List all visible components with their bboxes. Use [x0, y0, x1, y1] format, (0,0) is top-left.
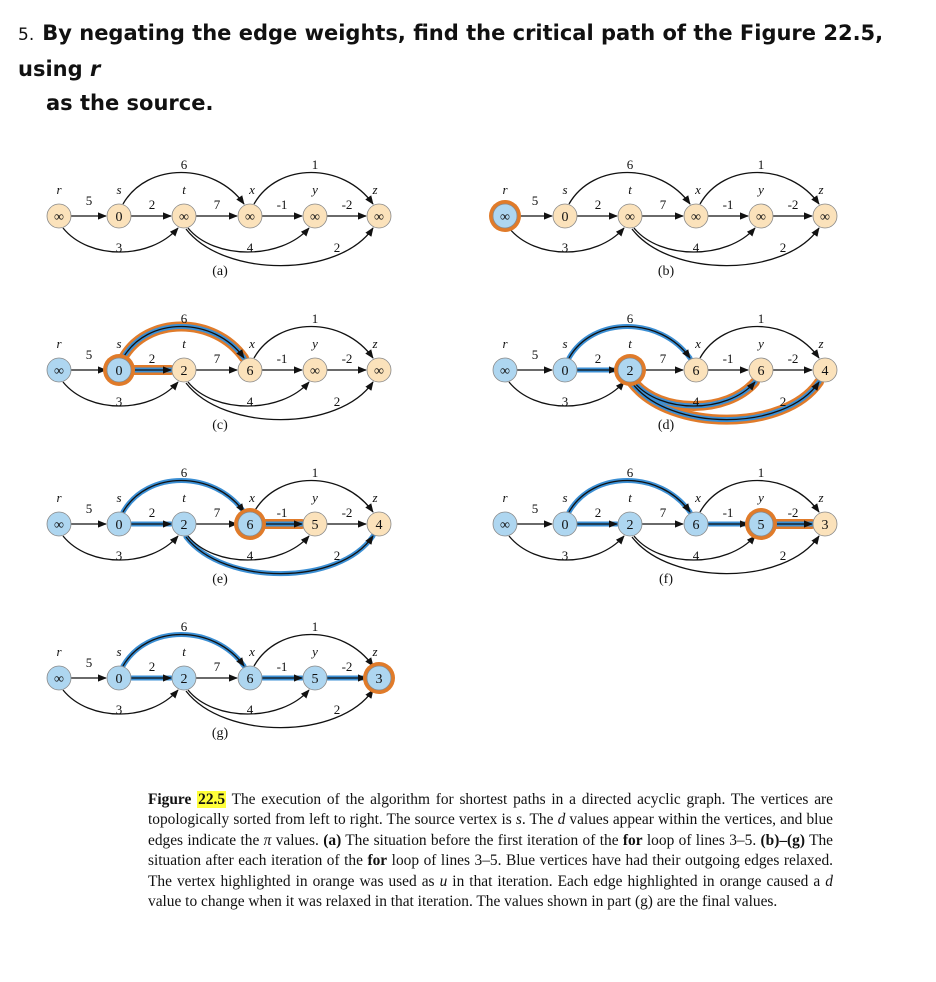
caption-text: The situation after each iteration of the [148, 831, 833, 870]
vertex-d-value: ∞ [820, 210, 830, 225]
question-source-var: r [89, 57, 101, 81]
edge-weight-label: 1 [757, 311, 765, 326]
vertex-name-label: z [372, 336, 378, 351]
edge-weight-label: 5 [85, 193, 93, 208]
vertex-d-value: ∞ [374, 210, 384, 225]
edge-weight-label: 2 [779, 548, 787, 563]
panel-label: (e) [212, 572, 228, 587]
edge-weight-label: 2 [333, 240, 341, 255]
edge-weight-label: -1 [276, 505, 288, 520]
edge-weight-label: 2 [148, 197, 156, 212]
vertex-d-value: 5 [311, 672, 319, 687]
caption-keyword-for: for [367, 852, 388, 870]
vertex-name-label: r [56, 644, 62, 659]
edge-weight-label: 6 [180, 311, 188, 326]
edge-weight-label: -1 [276, 351, 288, 366]
vertex-name-label: z [372, 644, 378, 659]
edge-weight-label: 5 [531, 193, 539, 208]
vertex-name-label: x [695, 490, 701, 505]
vertex-name-label: r [56, 182, 62, 197]
edge-weight-label: 3 [115, 394, 123, 409]
vertex-d-value: 0 [115, 364, 123, 379]
vertex-d-value: 5 [311, 518, 319, 533]
edge-weight-label: -1 [276, 197, 288, 212]
edge-weight-label: 6 [180, 465, 188, 480]
edge-weight-label: 6 [626, 465, 634, 480]
vertex-name-label: y [758, 336, 764, 351]
edge-weight-label: 3 [561, 548, 569, 563]
panel-label: (f) [659, 572, 673, 587]
vertex-d-value: 6 [246, 672, 254, 687]
edge-weight-label: 7 [213, 659, 221, 674]
vertex-d-value: 0 [561, 210, 569, 225]
caption-text: in that iteration. Each edge highlighted in orange caused a [447, 872, 826, 890]
vertex-d-value: ∞ [310, 364, 320, 379]
vertex-d-value: ∞ [310, 210, 320, 225]
vertex-d-value: 6 [692, 518, 700, 533]
vertex-d-value: ∞ [625, 210, 635, 225]
edge-weight-label: -2 [341, 351, 353, 366]
edge-weight-label: 4 [246, 240, 254, 255]
vertex-name-label: y [312, 490, 318, 505]
edge-weight-label: 7 [213, 197, 221, 212]
vertex-d-value: ∞ [54, 672, 64, 687]
caption-label-bg: (b)–(g) [760, 831, 805, 849]
edge-weight-label: -2 [341, 659, 353, 674]
edge-weight-label: 5 [85, 347, 93, 362]
vertex-name-label: s [562, 336, 568, 351]
vertex-name-label: x [695, 336, 701, 351]
vertex-d-value: 0 [115, 518, 123, 533]
caption-text: The execution of the algorithm for shortest paths in a directed acyclic graph. The vertices are topologically sorted from left to right. The source vertex is [148, 791, 833, 829]
vertex-d-value: ∞ [500, 364, 510, 379]
vertex-name-label: t [182, 182, 186, 197]
graph-panel [47, 619, 395, 741]
caption-var-d: d [557, 811, 566, 829]
vertex-d-value: 0 [115, 210, 123, 225]
caption-figure-number: 22.5 [198, 791, 226, 808]
vertex-d-value: ∞ [500, 210, 510, 225]
edge-weight-label: -2 [787, 197, 799, 212]
vertex-name-label: z [818, 336, 824, 351]
edge-weight-label: 7 [213, 505, 221, 520]
vertex-name-label: r [502, 490, 508, 505]
vertex-d-value: ∞ [756, 210, 766, 225]
graph-panel [493, 465, 837, 587]
edge-weight-label: 4 [692, 394, 700, 409]
vertex-d-value: 0 [561, 518, 569, 533]
question-text-part1: By negating the edge weights, find the critical path of the Figure 22.5, using [18, 21, 884, 81]
vertex-name-label: r [56, 490, 62, 505]
caption-label-a: (a) [323, 831, 342, 849]
caption-text: loop of lines 3–5. Blue vertices have had their outgoing edges relaxed. The vertex highlighted in orange was used as [148, 852, 833, 890]
vertex-d-value: ∞ [54, 518, 64, 533]
edge-weight-label: 1 [311, 157, 319, 172]
edge-weight-label: 5 [85, 501, 93, 516]
caption-text: values appear within the vertices, and blue edges indicate the [148, 811, 833, 849]
vertex-d-value: 6 [757, 364, 765, 379]
caption-var-d: d [825, 872, 833, 890]
vertex-name-label: s [116, 644, 122, 659]
vertex-d-value: 6 [692, 364, 700, 379]
vertex-d-value: 3 [375, 672, 383, 687]
question-text-part2: as the source. [46, 91, 214, 115]
vertex-d-value: 3 [821, 518, 829, 533]
vertex-name-label: t [182, 336, 186, 351]
vertex-name-label: y [758, 490, 764, 505]
caption-keyword-for: for [622, 831, 643, 849]
vertex-name-label: t [182, 490, 186, 505]
edge-weight-label: 6 [626, 311, 634, 326]
edge-weight-label: 2 [333, 394, 341, 409]
edge-weight-label: 1 [311, 465, 319, 480]
edge-weight-label: 4 [246, 394, 254, 409]
edge-weight-label: -1 [722, 197, 734, 212]
edge-weight-label: 2 [148, 505, 156, 520]
vertex-name-label: s [116, 336, 122, 351]
graph-panel [47, 311, 391, 433]
vertex-d-value: ∞ [374, 364, 384, 379]
edge-weight-label: 6 [626, 157, 634, 172]
edge-weight-label: 5 [531, 501, 539, 516]
edge-weight-label: 4 [246, 548, 254, 563]
vertex-name-label: z [818, 490, 824, 505]
edge-weight-label: 6 [180, 619, 188, 634]
edge-weight-label: -2 [787, 505, 799, 520]
panel-label: (d) [657, 418, 675, 433]
edge-weight-label: 4 [692, 240, 700, 255]
caption-text: The situation before the first iteration of the [341, 831, 623, 849]
vertex-name-label: t [628, 182, 632, 197]
edge-weight-label: -1 [722, 351, 734, 366]
edge-weight-label: 3 [115, 240, 123, 255]
panel-label: (c) [212, 418, 228, 433]
edge-weight-label: 2 [148, 659, 156, 674]
edge-weight-label: 7 [659, 351, 667, 366]
vertex-d-value: ∞ [179, 210, 189, 225]
graph-panel [47, 157, 391, 279]
vertex-d-value: 2 [180, 518, 188, 533]
vertex-name-label: y [312, 336, 318, 351]
caption-var-s: s [515, 811, 522, 829]
vertex-d-value: 0 [115, 672, 123, 687]
vertex-name-label: s [562, 490, 568, 505]
vertex-d-value: 6 [246, 364, 254, 379]
caption-var-pi: π [263, 831, 272, 849]
edge-weight-label: 5 [531, 347, 539, 362]
vertex-d-value: 4 [375, 518, 383, 533]
edge-weight-label: 2 [148, 351, 156, 366]
caption-text: . The [521, 811, 558, 829]
vertex-d-value: 2 [180, 672, 188, 687]
vertex-d-value: ∞ [54, 364, 64, 379]
vertex-d-value: 6 [246, 518, 254, 533]
vertex-name-label: s [562, 182, 568, 197]
edge-weight-label: -2 [341, 505, 353, 520]
caption-figure-word: Figure [148, 791, 192, 808]
edge-weight-label: 1 [757, 157, 765, 172]
graph-panel [493, 311, 837, 433]
vertex-name-label: t [628, 490, 632, 505]
vertex-name-label: y [312, 182, 318, 197]
edge-weight-label: 6 [180, 157, 188, 172]
vertex-name-label: t [182, 644, 186, 659]
edge-weight-label: 2 [594, 351, 602, 366]
vertex-name-label: x [249, 336, 255, 351]
vertex-d-value: ∞ [500, 518, 510, 533]
caption-text: value to change when it was relaxed in that iteration. The values shown in part (g) are the final values. [148, 893, 778, 911]
edge-weight-label: -2 [787, 351, 799, 366]
edge-weight-label: 7 [659, 197, 667, 212]
graph-panel [47, 465, 391, 587]
edge-weight-label: 7 [213, 351, 221, 366]
edge-weight-label: 3 [561, 240, 569, 255]
edge-weight-label: 5 [85, 655, 93, 670]
edge-weight-label: 7 [659, 505, 667, 520]
panel-label: (a) [212, 264, 228, 279]
edge-weight-label: 2 [779, 240, 787, 255]
edge-weight-label: 2 [333, 548, 341, 563]
edge-weight-label: -1 [276, 659, 288, 674]
edge-weight-label: 2 [779, 394, 787, 409]
edge-weight-label: 2 [594, 197, 602, 212]
vertex-name-label: z [818, 182, 824, 197]
vertex-name-label: y [312, 644, 318, 659]
vertex-d-value: 2 [626, 364, 634, 379]
panel-label: (g) [211, 726, 229, 741]
vertex-d-value: ∞ [691, 210, 701, 225]
vertex-name-label: r [502, 336, 508, 351]
vertex-name-label: z [372, 182, 378, 197]
edge-weight-label: 1 [757, 465, 765, 480]
panel-label: (b) [657, 264, 675, 279]
vertex-name-label: t [628, 336, 632, 351]
vertex-d-value: 0 [561, 364, 569, 379]
edge-weight-label: 4 [692, 548, 700, 563]
edge-weight-label: 3 [115, 702, 123, 717]
vertex-name-label: x [249, 490, 255, 505]
vertex-name-label: x [695, 182, 701, 197]
vertex-d-value: ∞ [54, 210, 64, 225]
vertex-d-value: ∞ [245, 210, 255, 225]
caption-text: values. [271, 831, 324, 849]
edge-weight-label: -1 [722, 505, 734, 520]
figure-caption [148, 790, 833, 912]
vertex-d-value: 2 [626, 518, 634, 533]
edge-weight-label: 1 [311, 311, 319, 326]
edge-weight-label: 2 [594, 505, 602, 520]
graph-panel [489, 157, 837, 279]
edge-weight-label: 4 [246, 702, 254, 717]
vertex-d-value: 5 [757, 518, 765, 533]
vertex-name-label: r [56, 336, 62, 351]
caption-text: loop of lines 3–5. [642, 831, 761, 849]
edge-weight-label: -2 [341, 197, 353, 212]
vertex-name-label: s [116, 490, 122, 505]
vertex-name-label: r [502, 182, 508, 197]
edge-weight-label: 3 [561, 394, 569, 409]
question-number: 5. [18, 25, 35, 45]
vertex-name-label: x [249, 182, 255, 197]
vertex-name-label: x [249, 644, 255, 659]
edge-weight-label: 2 [333, 702, 341, 717]
vertex-d-value: 4 [821, 364, 829, 379]
edge-weight-label: 3 [115, 548, 123, 563]
caption-var-u: u [439, 872, 448, 890]
vertex-d-value: 2 [180, 364, 188, 379]
vertex-name-label: z [372, 490, 378, 505]
vertex-name-label: y [758, 182, 764, 197]
edge-weight-label: 1 [311, 619, 319, 634]
vertex-name-label: s [116, 182, 122, 197]
